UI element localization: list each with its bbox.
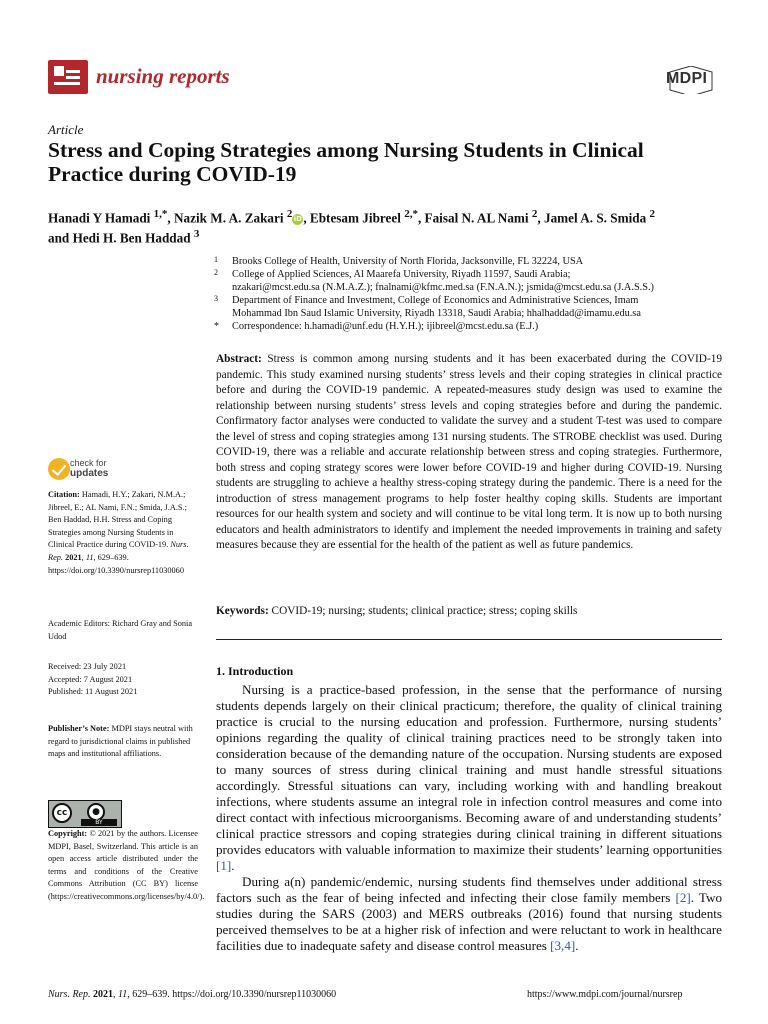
citation-link[interactable]: [1] bbox=[216, 858, 232, 873]
copyright-label: Copyright: bbox=[48, 829, 88, 838]
paragraph bbox=[216, 682, 722, 874]
paragraph bbox=[216, 874, 722, 954]
article-title: Stress and Coping Strategies among Nursing Students in Clinical Practice during COVID-19 bbox=[48, 138, 644, 186]
author-list: Hanadi Y Hamadi $^{1,*}$, Nazik M. A. Zakari $^2$iD, Ebtesam Jibreel $^{2,*}$, Faisal N. AL Nami $^2$, Jamel A. S. Smida $^2$ and Hedi H. Ben Haddad $^3$ bbox=[48, 208, 655, 246]
correspondence-line[interactable]: Correspondence: h.hamadi@unf.edu (H.Y.H.); ijibreel@mcst.edu.sa (E.J.) bbox=[232, 321, 539, 332]
affiliation-item bbox=[214, 294, 714, 320]
author-sup: 2,* bbox=[404, 208, 418, 220]
author-name[interactable]: Ebtesam Jibreel bbox=[309, 210, 401, 226]
author-sup: 3 bbox=[193, 228, 200, 241]
publisher-logo[interactable] bbox=[666, 66, 716, 94]
affiliation-number: 3 bbox=[214, 294, 218, 303]
section-heading-introduction: 1. Introduction bbox=[216, 664, 294, 678]
citation-year: 2021 bbox=[65, 552, 82, 562]
affiliation-item bbox=[214, 320, 714, 333]
paragraph-text: . bbox=[575, 938, 579, 953]
paragraph-text: . bbox=[231, 858, 235, 873]
citation-block: Citation: Hamadi, H.Y.; Zakari, N.M.A.; Jibreel, E.; AL Nami, F.N.; Smida, J.A.S.; Ben Haddad, H.H. Stress and Coping Strategies among Nursing Students in Clinical Practice during COVID-19. Nurs. Rep. 2021, 11, 629–639. https://doi.org/10.3390/nursrep11030060 bbox=[48, 490, 189, 575]
author-name[interactable]: Jamel A. S. Smida bbox=[543, 210, 647, 226]
paragraph-text: During a(n) pandemic/endemic, nursing students find themselves under additional stress factors such as the fear of being infected and infecting their close family members bbox=[216, 874, 722, 905]
publisher-note bbox=[48, 723, 198, 761]
abstract-label: Abstract: bbox=[216, 353, 262, 365]
affiliation-item bbox=[214, 268, 714, 294]
author-sup: 1,* bbox=[153, 208, 168, 220]
check-for-updates-button[interactable] bbox=[48, 456, 188, 484]
keywords bbox=[216, 604, 722, 619]
received-date: Received: 23 July 2021 bbox=[48, 662, 127, 671]
citation-link[interactable]: [3,4] bbox=[550, 938, 576, 953]
mdpi-logo-icon bbox=[666, 66, 716, 94]
footer-journal-url[interactable]: https://www.mdpi.com/journal/nursrep bbox=[527, 989, 683, 1000]
affiliation-line[interactable]: Mohammad Ibn Saud Islamic University, Riyadh 13318, Saudi Arabia; hhalhaddad@imamu.edu.sa bbox=[232, 308, 641, 319]
author-name[interactable]: Nazik M. A. Zakari bbox=[174, 210, 284, 226]
author-name[interactable]: Hedi H. Ben Haddad bbox=[72, 230, 191, 246]
affiliation-item bbox=[214, 255, 714, 268]
dates-block bbox=[48, 661, 198, 699]
citation-label: Citation: bbox=[48, 490, 80, 499]
footer-volume: 11 bbox=[118, 989, 128, 1000]
check-icon bbox=[48, 458, 70, 480]
introduction-body bbox=[216, 682, 722, 954]
journal-logo-icon bbox=[48, 60, 88, 94]
by-label: BY bbox=[81, 819, 117, 826]
paragraph-text: . Two studies during the SARS (2003) and MERS outbreaks (2016) found that nursing students perceived themselves to be at a higher risk of infection and were reluctant to work in healthcare facilities due to inadequate safety and disease control measures bbox=[216, 890, 722, 953]
footer-doi[interactable]: , 629–639. https://doi.org/10.3390/nursrep11030060 bbox=[127, 989, 337, 1000]
citation-doi[interactable]: , 629–639. https://doi.org/10.3390/nursrep11030060 bbox=[48, 552, 184, 575]
citation-journal: Nurs. Rep. bbox=[48, 540, 189, 562]
orcid-icon[interactable]: iD bbox=[293, 215, 302, 224]
check-updates-line2: updates bbox=[70, 468, 109, 479]
affiliation-line: Brooks College of Health, University of North Florida, Jacksonville, FL 32224, USA bbox=[232, 256, 584, 267]
keywords-text: COVID-19; nursing; students; clinical practice; stress; coping skills bbox=[271, 605, 578, 617]
author-sup: 2 bbox=[531, 208, 538, 220]
author-joiner: and bbox=[48, 230, 70, 246]
affiliation-number: 2 bbox=[214, 268, 218, 277]
citation-volume: 11 bbox=[85, 552, 94, 562]
citation-text: Hamadi, H.Y.; Zakari, N.M.A.; Jibreel, E.; AL Nami, F.N.; Smida, J.A.S.; Ben Haddad, H.H. Stress and Coping Strategies among Nursing Students in Clinical Practice during COVID-19. bbox=[48, 490, 187, 550]
abstract bbox=[216, 352, 722, 554]
footer-citation: Nurs. Rep. 2021, 11, 629–639. https://doi.org/10.3390/nursrep11030060 bbox=[48, 989, 337, 1000]
publisher-name: MDPI bbox=[666, 70, 708, 87]
affiliation-line[interactable]: nzakari@mcst.edu.sa (N.M.A.Z.); fnalnami@kfmc.med.sa (F.N.A.N.); jsmida@mcst.edu.sa (J.A.S.S.) bbox=[232, 282, 654, 293]
section-divider bbox=[216, 639, 722, 640]
abstract-text: Stress is common among nursing students and it has been exacerbated during the COVID-19 pandemic. This study examined nursing students’ stress levels and their coping strategies in clinical practice before and during the COVID-19 pandemic. A repeated-measures study design was used to examine the relationship between nursing students’ stress levels and coping strategies before and during the pandemic. Confirmatory factor analyses were conducted to validate the survey and a student T-test was used to compare the level of stress and coping strategies among 131 nursing students. The STROBE checklist was used. During COVID-19, there was a reliable and accurate relationship between stress and coping strategies. Furthermore, both stress and coping strategy scores were lower before COVID-19 and higher during COVID-19. Nursing students are struggling to achieve a healthy stress-coping strategy during the pandemic. There is a need for the introduction of stress management programs to help foster healthy coping skills. Students are important resources for our health system and society and will continue to be vital long term. It is now up to both nursing educators and health administrators to identify and implement the needed improvements in training and safety measures because they are essential for the health of the patient as well as future pandemics. bbox=[216, 353, 722, 551]
footer-year: 2021 bbox=[93, 989, 113, 1000]
author-name[interactable]: Hanadi Y Hamadi bbox=[48, 210, 151, 226]
journal-name[interactable]: nursing reports bbox=[96, 64, 230, 88]
attribution-person-icon: ● bbox=[87, 803, 105, 821]
cc-by-license-badge[interactable] bbox=[48, 800, 122, 828]
article-type: Article bbox=[48, 122, 84, 137]
affiliation-number: 1 bbox=[214, 255, 218, 264]
check-updates-line1: check for bbox=[70, 458, 107, 468]
footer-journal: Nurs. Rep. bbox=[48, 989, 91, 1000]
publisher-note-text: MDPI stays neutral with regard to jurisdictional claims in published maps and institutional affiliations. bbox=[48, 724, 193, 759]
publisher-note-label: Publisher’s Note: bbox=[48, 724, 110, 733]
author-sup: 2 bbox=[649, 208, 655, 220]
affiliation-line: College of Applied Sciences, Al Maarefa University, Riyadh 11597, Saudi Arabia; bbox=[232, 269, 571, 280]
cc-icon: cc bbox=[52, 803, 72, 823]
affiliation-number: * bbox=[214, 321, 219, 332]
copyright-block bbox=[48, 828, 205, 904]
author-name[interactable]: Faisal N. AL Nami bbox=[424, 210, 529, 226]
paragraph-text: Nursing is a practice-based profession, in the sense that the performance of nursing students depends largely on their clinical practicum; therefore, the quality of clinical training practice is crucial to the nursing education and profession. Furthermore, nursing students’ opinions regarding the quality of clinical training practices need to be strongly taken into consideration because of the demanding nature of the occupation. Nursing students are exposed to many sources of stress during clinical training and must handle stressful situations accordingly. Stressful situations can vary, including working with and handling breakout infections, where students assume an integral role in infection control measures and come into direct contact with infectious microorganisms. Becoming aware of and understanding students’ clinical practice stressors and coping strategies during clinical training in different situations provides educators with valuable information to maximize their students’ learning opportunities bbox=[216, 682, 722, 857]
keywords-label: Keywords: bbox=[216, 605, 269, 617]
copyright-text: © 2021 by the authors. Licensee MDPI, Basel, Switzerland. This article is an open access article distributed under the terms and conditions of the Creative Commons Attribution (CC BY) license (https://creativecommons.org/licenses/by/4.0/). bbox=[48, 829, 205, 901]
affiliations bbox=[214, 255, 714, 333]
published-date: Published: 11 August 2021 bbox=[48, 687, 138, 697]
author-sup: 2 bbox=[286, 208, 293, 220]
citation-link[interactable]: [2] bbox=[675, 890, 691, 905]
academic-editors: Academic Editors: Richard Gray and Sonia Udod bbox=[48, 619, 193, 641]
affiliation-line: Department of Finance and Investment, College of Economics and Administrative Sciences, Imam bbox=[232, 295, 639, 306]
accepted-date: Accepted: 7 August 2021 bbox=[48, 674, 133, 684]
